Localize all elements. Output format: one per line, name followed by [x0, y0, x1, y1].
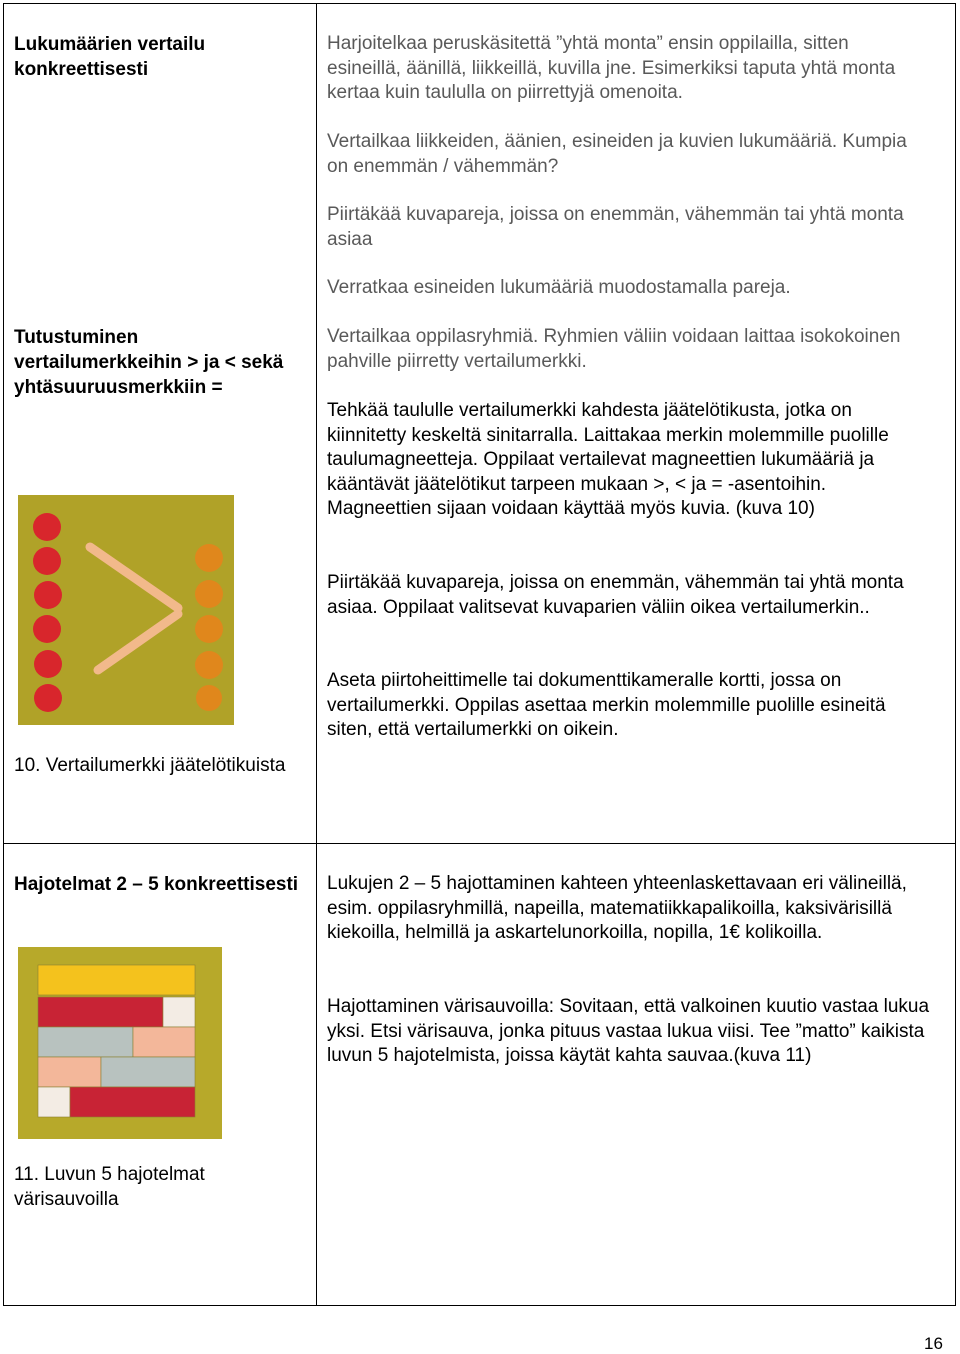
page-number: 16 — [924, 1334, 943, 1353]
paragraph: Lukujen 2 – 5 hajottaminen kahteen yhteenlaskettavaan eri välineillä, esim. oppilasryhmillä, napeilla, matematiikkapalikoilla, kaksivärisillä kiekoilla, helmillä ja askartelunorkoilla, nopilla, 1€ kolikoilla. — [327, 873, 907, 943]
section-heading: Lukumäärien vertailu konkreettisesti — [14, 34, 206, 80]
paragraph: Piirtäkää kuvapareja, joissa on enemmän, vähemmän tai yhtä monta asiaa. Oppilaat valitsevat kuvaparien väliin oikea vertailumerkin.. — [327, 572, 904, 618]
paragraph: Piirtäkää kuvapareja, joissa on enemmän, vähemmän tai yhtä monta asiaa — [327, 204, 904, 250]
right-cell-decomposition — [317, 844, 956, 1306]
section-heading: Hajotelmat 2 – 5 konkreettisesti — [14, 874, 299, 895]
paragraph: Harjoitelkaa peruskäsitettä ”yhtä monta” ensin oppilailla, sitten esineillä, äänillä, liikkeillä, kuvilla jne. Esimerkiksi taputa yhtä monta kertaa kuin taululla on piirrettyjä omenoita. — [327, 33, 896, 103]
paragraph: Tehkää taululle vertailumerkki kahdesta jäätelötikusta, jotka on kiinnitetty keskeltä sinitarralla. Laittakaa merkin molemmille puolille taulumagneetteja. Oppilaat vertailevat magneettien lukumääriä ja kääntävät jäätelötikut tarpeen mukaan >, < ja = -asentoihin. Magneettien sijaan voidaan käyttää myös kuvia. (kuva 10) — [327, 400, 889, 519]
left-cell-decomposition — [4, 844, 317, 1306]
image-caption: 10. Vertailumerkki jäätelötikuista — [14, 755, 286, 776]
paragraph: Aseta piirtoheittimelle tai dokumenttikameralle kortti, jossa on vertailumerkki. Oppilas asettaa merkin molemmille puolille esineitä siten, että vertailumerkki on oikein. — [327, 670, 886, 740]
paragraph: Verratkaa esineiden lukumääriä muodostamalla pareja. — [327, 277, 791, 298]
paragraph: Vertailkaa liikkeiden, äänien, esineiden ja kuvien lukumääriä. Kumpia on enemmän / vähemmän? — [327, 131, 907, 177]
section-heading-symbols: Tutustuminen vertailumerkkeihin > ja < sekä yhtäsuuruusmerkkiin = — [14, 327, 284, 398]
rods-photo — [18, 947, 222, 1139]
comparison-sign-photo — [18, 495, 234, 725]
image-caption: 11. Luvun 5 hajotelmat värisauvoilla — [14, 1164, 205, 1210]
paragraph: Vertailkaa oppilasryhmiä. Ryhmien väliin voidaan laittaa isokokoinen pahville piirretty vertailumerkki. — [327, 326, 901, 372]
paragraph: Hajottaminen värisauvoilla: Sovitaan, että valkoinen kuutio vastaa lukua yksi. Etsi värisauva, jonka pituus vastaa lukua viisi. Tee ”matto” kaikista luvun 5 hajotelmista, joissa käytät kahta sauvaa.(kuva 11) — [327, 996, 930, 1066]
content-table — [3, 3, 956, 1306]
left-cell-comparison — [4, 4, 317, 844]
table-row — [4, 4, 956, 844]
table-row — [4, 844, 956, 1306]
color-rods — [38, 965, 195, 1117]
right-cell-comparison — [317, 4, 956, 844]
